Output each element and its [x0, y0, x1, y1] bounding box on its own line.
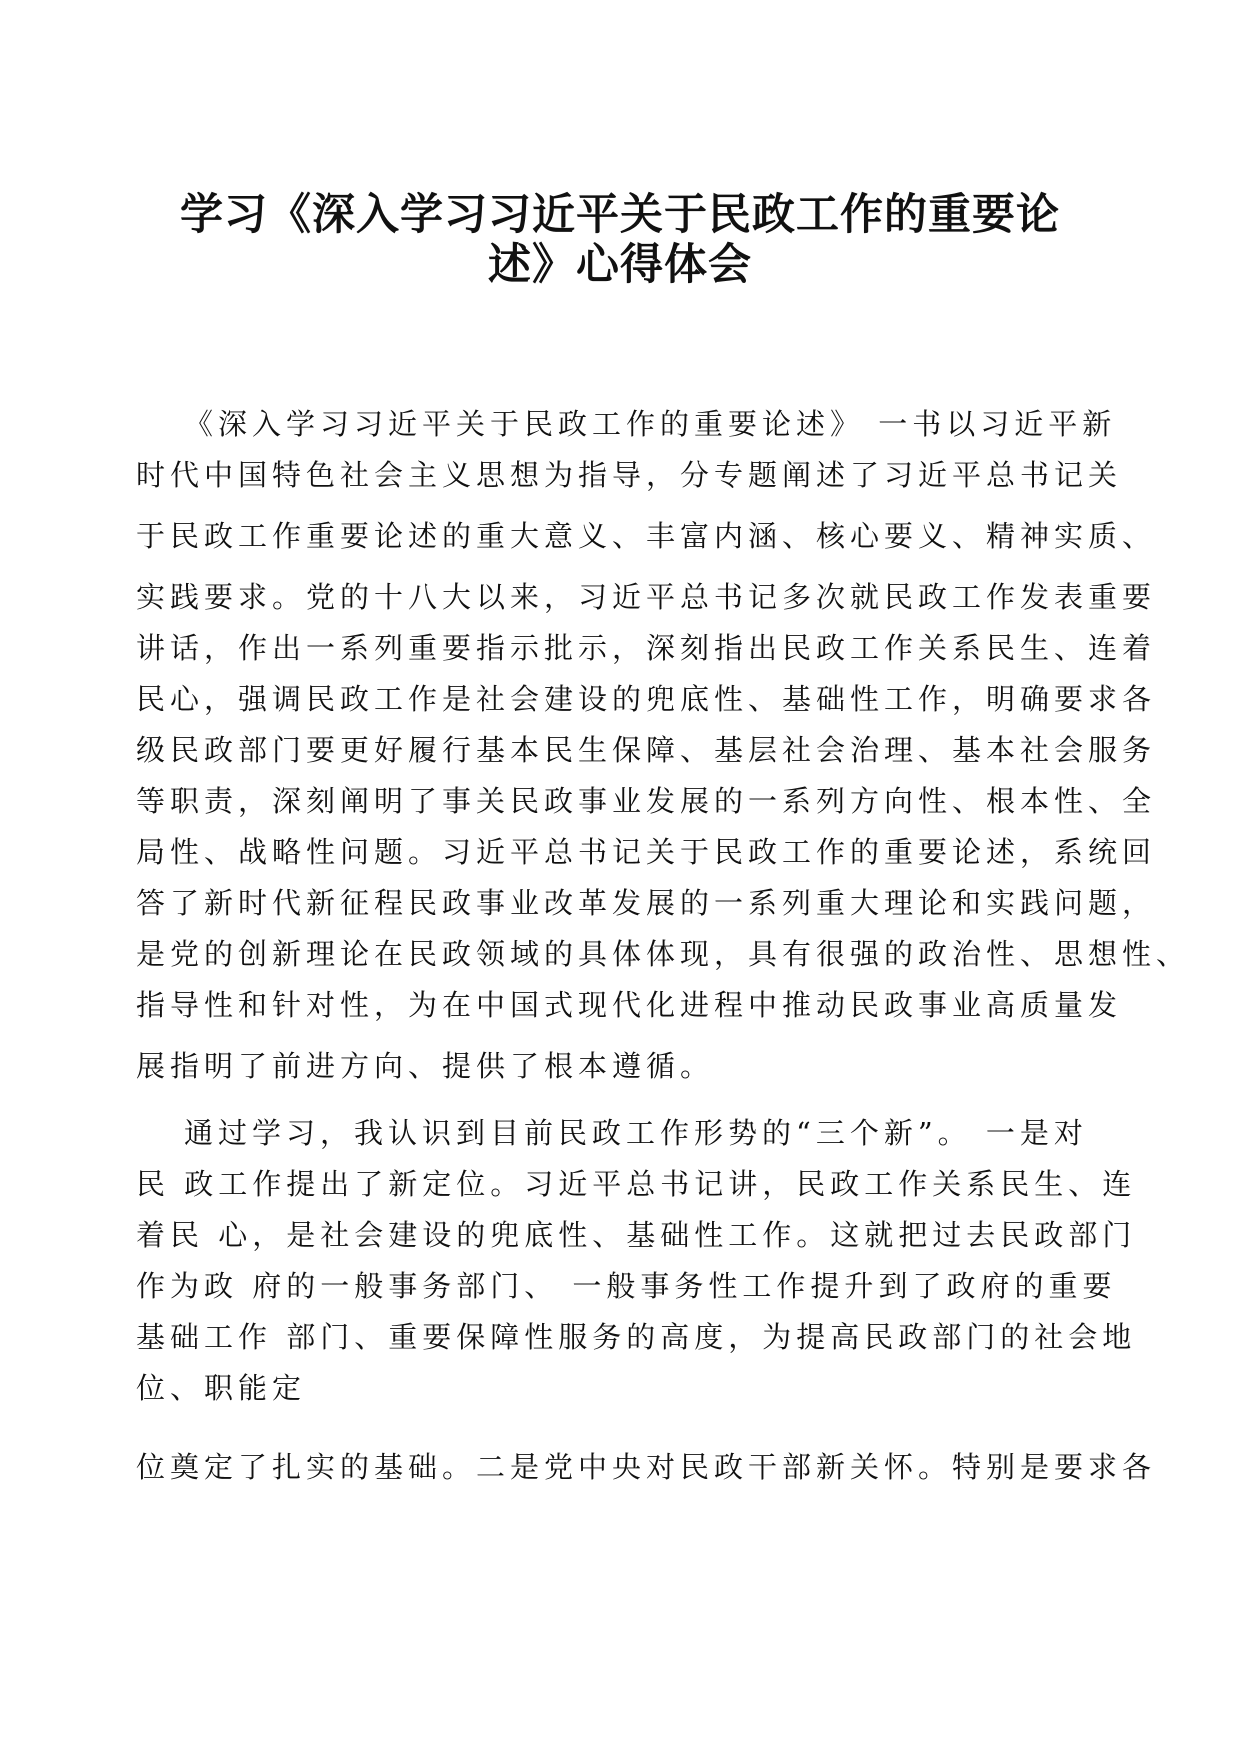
document-title-line-2: 述》心得体会	[488, 240, 752, 290]
paragraph-1-line-2: 时代中国特色社会主义思想为指导，分专题阐述了习近平总书记关	[136, 458, 1123, 492]
paragraph-1-line-12: 指导性和针对性，为在中国式现代化进程中推动民政事业高质量发	[136, 988, 1123, 1022]
paragraph-1-line-9: 局性、战略性问题。习近平总书记关于民政工作的重要论述，系统回	[136, 835, 1157, 869]
paragraph-2-line-5: 基础工作 部门、重要保障性服务的高度，为提高民政部门的社会地	[136, 1320, 1137, 1354]
document-title-line-1: 学习《深入学习习近平关于民政工作的重要论	[180, 190, 1060, 240]
paragraph-1-line-4: 实践要求。党的十八大以来，习近平总书记多次就民政工作发表重要	[136, 580, 1157, 614]
paragraph-2-line-7: 位奠定了扎实的基础。二是党中央对民政干部新关怀。特别是要求各	[136, 1450, 1157, 1484]
paragraph-2-line-1: 通过学习，我认识到目前民政工作形势的“三个新”。 一是对	[184, 1116, 1088, 1150]
paragraph-1-line-13: 展指明了前进方向、提供了根本遵循。	[136, 1049, 715, 1083]
paragraph-1-line-1: 《深入学习习近平关于民政工作的重要论述》 一书以习近平新	[184, 407, 1117, 441]
paragraph-1-line-10: 答了新时代新征程民政事业改革发展的一系列重大理论和实践问题，	[136, 886, 1157, 920]
paragraph-1-line-3: 于民政工作重要论述的重大意义、丰富内涵、核心要义、精神实质、	[136, 519, 1157, 553]
paragraph-1-line-11: 是党的创新理论在民政领域的具体体现，具有很强的政治性、思想性、	[136, 937, 1191, 971]
paragraph-1-line-6: 民心，强调民政工作是社会建设的兜底性、基础性工作，明确要求各	[136, 682, 1157, 716]
paragraph-2-line-4: 作为政 府的一般事务部门、 一般事务性工作提升到了政府的重要	[136, 1269, 1117, 1303]
paragraph-2-line-3: 着民 心，是社会建设的兜底性、基础性工作。这就把过去民政部门	[136, 1218, 1137, 1252]
paragraph-1-line-8: 等职责，深刻阐明了事关民政事业发展的一系列方向性、根本性、全	[136, 784, 1157, 818]
paragraph-2-line-2: 民 政工作提出了新定位。习近平总书记讲，民政工作关系民生、连	[136, 1167, 1137, 1201]
paragraph-1-line-7: 级民政部门要更好履行基本民生保障、基层社会治理、基本社会服务	[136, 733, 1157, 767]
paragraph-2-line-6: 位、职能定	[136, 1371, 307, 1405]
paragraph-1-line-5: 讲话，作出一系列重要指示批示，深刻指出民政工作关系民生、连着	[136, 631, 1157, 665]
